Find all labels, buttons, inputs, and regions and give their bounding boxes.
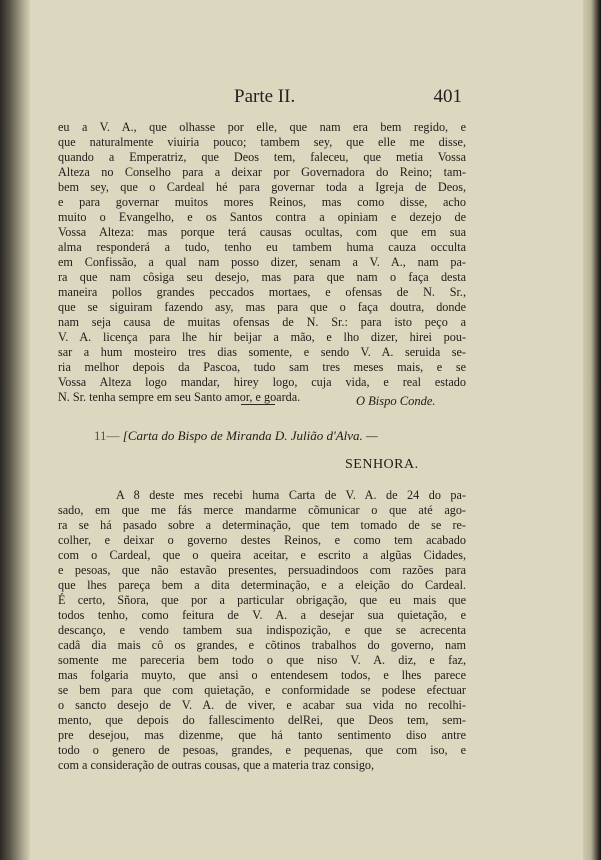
- text-line: se bem para que com quietação, e conformidade se podese efectuar: [58, 683, 466, 697]
- letter-body: [58, 488, 466, 773]
- text-line: sar a hum mosteiro tres dias somente, e sendo V. A. seruida se-: [58, 345, 466, 359]
- text-line: em Confissão, a qual nam posso dizer, senam a V. A., nam pa-: [58, 255, 466, 269]
- text-line: É certo, Sñora, que por a particular obrigação, que eu mais que: [58, 593, 466, 607]
- text-line: descanço, e vendo tambem sua indispozição, e que se acrecenta: [58, 623, 466, 637]
- text-line: pre desejou, mas dizenme, que há tanto sentimento diso antre: [58, 728, 466, 742]
- text-line: e pesoas, que não estavão presentes, persuadindoos com razões para: [58, 563, 466, 577]
- text-line: todos tenho, como feitura de V. A. a desejar sua quietação, e: [58, 608, 466, 622]
- text-line: o sancto desejo de V. A. de viver, e acabar sua vida no recolhi-: [58, 698, 466, 712]
- binding-gutter: [0, 0, 30, 860]
- text-line: Alteza no Conselho para a deixar por Governadora do Reino; tam-: [58, 165, 466, 179]
- marginal-number: 11: [94, 428, 107, 443]
- text-line: alma responderá a tudo, tenho eu tambem huma cauza occulta: [58, 240, 466, 254]
- letter-title-text: [Carta do Bispo de Miranda D. Julião d'Alva. —: [122, 428, 378, 443]
- salutation: SENHORA.: [345, 457, 419, 472]
- text-line: ria melhor depois da Pascoa, tudo sam tres meses mais, e se: [58, 360, 466, 374]
- running-header: [232, 86, 462, 112]
- text-line: mas folgaria muyto, que ansi o entendesem todos, e lhes parece: [58, 668, 466, 682]
- text-line: sado, em que me fás merce mandarme cõmunicar o que até ago-: [58, 503, 466, 517]
- text-line: quando a Emperatriz, que Deos tem, faleceu, que metia Vossa: [58, 150, 466, 164]
- text-line: que se siguiram fazendo asy, mas para que o faça doutra, donde: [58, 300, 466, 314]
- text-line: e para governar muitos mores Reinos, mas como disse, acho: [58, 195, 466, 209]
- page-edge: [583, 0, 601, 860]
- text-line: que naturalmente viuiria pouco; tambem sey, que elle me disse,: [58, 135, 466, 149]
- text-line: cadâ dia mais cô os grandes, e cõtinos trabalhos do governo, nam: [58, 638, 466, 652]
- letter-body-continued: [58, 120, 466, 405]
- text-line: nam seja causa de muitas ofensas de N. Sr.: para isto peço a: [58, 315, 466, 329]
- text-line: V. A. licença para lhe hir beijar a mão, e lho dizer, hirei pou-: [58, 330, 466, 344]
- text-line: ra se há pasado sobre a determinação, que tem tomado de se re-: [58, 518, 466, 532]
- letter-title: [94, 428, 378, 444]
- text-line: Vossa Alteza logo mandar, hirey logo, cuja vida, e real estado: [58, 375, 466, 389]
- text-line: com a consideração de outras cousas, que a materia traz consigo,: [58, 758, 375, 772]
- running-header-part: Parte II.: [234, 86, 296, 107]
- text-line: ra que nam côsiga seu desejo, mas para que nam o faça desta: [58, 270, 466, 284]
- text-line: mento, que depois do fallescimento delRei, que Deos tem, sem-: [58, 713, 466, 727]
- page-number: 401: [433, 86, 462, 107]
- marginal-dash: —: [106, 428, 120, 443]
- text-line: que lhes pareça bem a dita determinação, e a eleição do Cardeal.: [58, 578, 466, 592]
- text-line: eu a V. A., que olhasse por elle, que nam era bem regido, e: [58, 120, 466, 134]
- section-rule: [241, 404, 275, 405]
- text-line: somente me pareceria bem todo o que niso V. A. diz, e faz,: [58, 653, 466, 667]
- text-line: colher, e deixar o governo destes Reinos, e como tem acabado: [58, 533, 466, 547]
- text-line: com o Cardeal, que o queira aceitar, e escrito a algũas Cidades,: [58, 548, 466, 562]
- text-line: muito o Evangelho, e os Santos contra a opiniam e dezejo de: [58, 210, 466, 224]
- text-line: maneira pollos grandes peccados mortaes, e ofensas de N. Sr.,: [58, 285, 466, 299]
- text-line: todo o genero de pesoas, grandes, e pequenas, que com iso, e: [58, 743, 466, 757]
- text-line: A 8 deste mes recebi huma Carta de V. A. de 24 do pa-: [116, 488, 466, 502]
- text-line: N. Sr. tenha sempre em seu Santo amor, e goarda.: [58, 390, 301, 404]
- text-line: Vossa Alteza: mas porque terá causas ocultas, com que em sua: [58, 225, 466, 239]
- text-line: bem sey, que o Cardeal hé para governar toda a Igreja de Deos,: [58, 180, 466, 194]
- signature: O Bispo Conde.: [356, 394, 436, 408]
